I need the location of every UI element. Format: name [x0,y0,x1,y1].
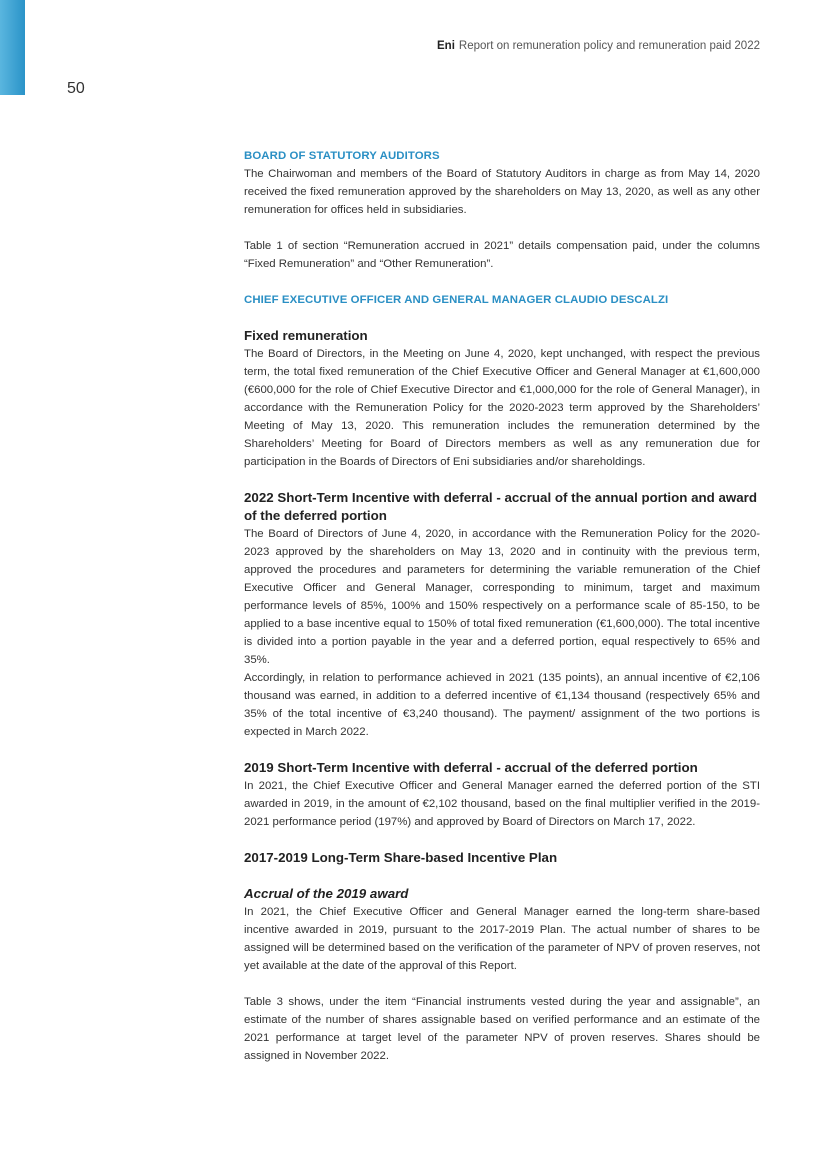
subheading-lti-plan: 2017-2019 Long-Term Share-based Incentive Plan [244,850,558,865]
subheading-accrual-2019: Accrual of the 2019 award [244,886,409,901]
paragraph: The Board of Directors of June 4, 2020, in accordance with the Remuneration Policy for the 2020-2023 approved by the shareholders on May 13, 2020 and in continuity with the previous term, approved the procedures and parameters for determining the variable remuneration of the Chief Executive Officer and General Manager, corresponding to minimum, target and maximum performance levels of 85%, 100% and 150% respectively on a performance scale of 85-150, to be applied to a base incentive equal to 150% of total fixed remuneration (€1,600,000). The total incentive is divided into a portion payable in the year and a deferred portion, equal respectively to 65% and 35%. [244,528,760,666]
running-header [437,40,760,52]
main-content [244,147,760,1065]
paragraph: Accordingly, in relation to performance achieved in 2021 (135 points), an annual incentive of €2,106 thousand was earned, in addition to a deferred incentive of €1,134 thousand (respectively 65% and 35% of the total incentive of €3,240 thousand). The payment/ assignment of the two portions is expected in March 2022. [244,672,760,738]
paragraph: Table 1 of section “Remuneration accrued in 2021” details compensation paid, under the columns “Fixed Remuneration” and “Other Remuneration”. [244,240,760,270]
report-title: Report on remuneration policy and remuneration paid 2022 [458,40,760,52]
paragraph: In 2021, the Chief Executive Officer and General Manager earned the deferred portion of the STI awarded in 2019, in the amount of €2,102 thousand, based on the final multiplier verified in the 2019-2021 performance period (197%) and approved by Board of Directors on March 17, 2022. [244,780,760,828]
paragraph: Table 3 shows, under the item “Financial instruments vested during the year and assignable”, an estimate of the number of shares assignable based on verified performance and an estimate of the 2021 performance at target level of the parameter NPV of proven reserves. Shares should be assigned in November 2022. [244,996,760,1062]
section-heading-ceo: CHIEF EXECUTIVE OFFICER AND GENERAL MANAGER CLAUDIO DESCALZI [244,294,669,306]
subheading-fixed-remuneration: Fixed remuneration [244,328,368,343]
paragraph: In 2021, the Chief Executive Officer and General Manager earned the long-term share-based incentive awarded in 2019, pursuant to the 2017-2019 Plan. The actual number of shares to be assigned will be determined based on the verification of the parameter of NPV of proven reserves, not yet available at the date of the approval of this Report. [244,906,760,972]
section-heading-statutory-auditors: BOARD OF STATUTORY AUDITORS [244,150,440,162]
paragraph: The Board of Directors, in the Meeting on June 4, 2020, kept unchanged, with respect the previous term, the total fixed remuneration of the Chief Executive Officer and General Manager at €1,600,000 (€600,000 for the role of Chief Executive Director and €1,000,000 for the role of General Manager), in accordance with the Remuneration Policy for the 2020-2023 term approved by the Shareholders’ Meeting of May 13, 2020. This remuneration includes the remuneration determined by the Shareholders’ Meeting for Board of Directors members as well as any remuneration due for participation in the Boards of Directors of Eni subsidiaries and/or shareholdings. [244,348,760,468]
subheading-sti-2022: 2022 Short-Term Incentive with deferral - accrual of the annual portion and award of the deferred portion [244,490,757,523]
side-color-tab [0,0,25,95]
page-number: 50 [67,80,85,97]
paragraph: The Chairwoman and members of the Board of Statutory Auditors in charge as from May 14, 2020 received the fixed remuneration approved by the shareholders on May 13, 2020, as well as any other remuneration for offices held in subsidiaries. [244,168,760,216]
brand-name: Eni [437,40,455,52]
subheading-sti-2019: 2019 Short-Term Incentive with deferral - accrual of the deferred portion [244,760,698,775]
